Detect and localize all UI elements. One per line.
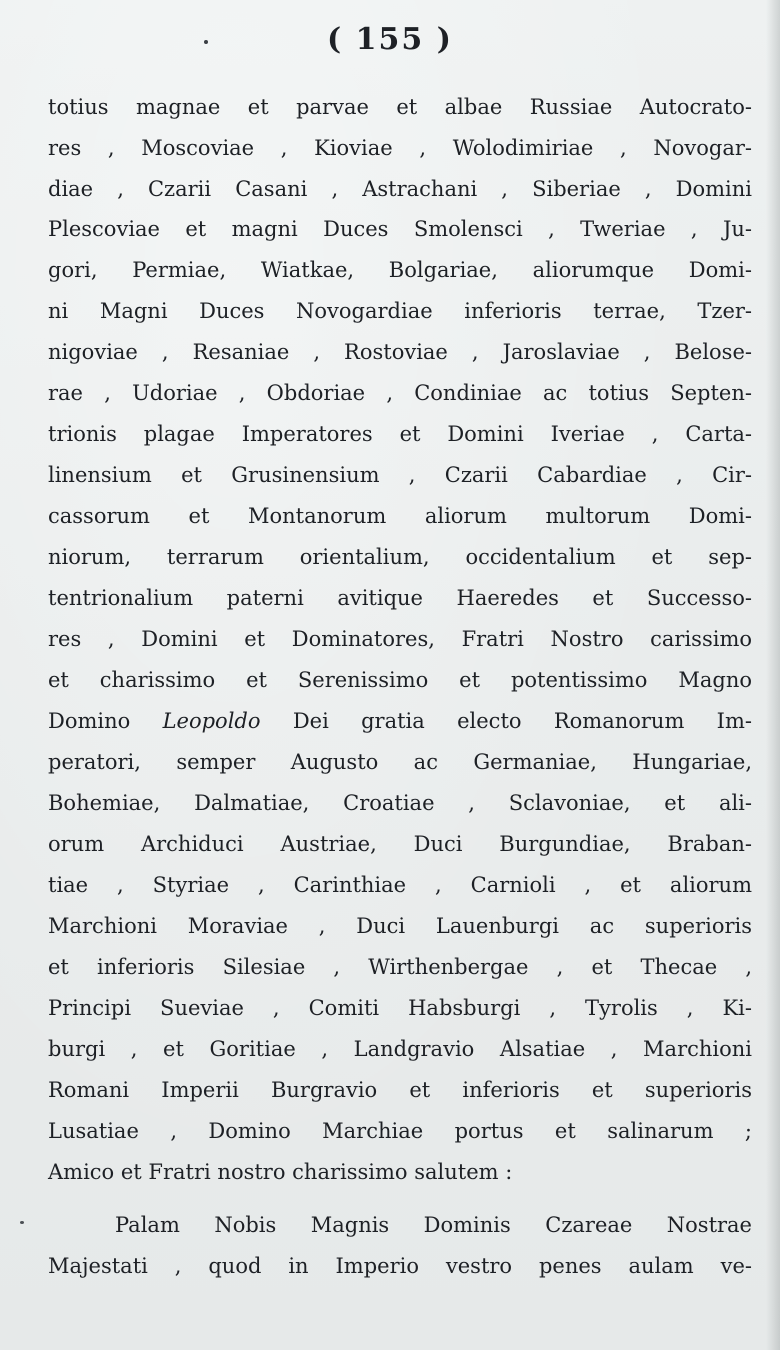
text-line: rae , Udoriae , Obdoriae , Condiniae ac totius Septen- — [48, 381, 752, 405]
page-edge-shadow — [766, 0, 780, 1350]
page-number: ( 155 ) — [327, 22, 453, 57]
text-line: totius magnae et parvae et albae Russiae Autocrato- — [48, 95, 752, 119]
paragraph-start-line: Palam Nobis Magnis Dominis Czareae Nostrae — [115, 1213, 752, 1237]
text-line: orum Archiduci Austriae, Duci Burgundiae, Braban- — [48, 832, 752, 856]
text-line: et charissimo et Serenissimo et potentissimo Magno — [48, 668, 752, 692]
text-line: et inferioris Silesiae , Wirthenbergae , et Thecae , — [48, 955, 752, 979]
text-line: Majestati , quod in Imperio vestro penes aulam ve- — [48, 1254, 752, 1278]
text-line: Plescoviae et magni Duces Smolensci , Tweriae , Ju- — [48, 217, 752, 241]
text-line: Principi Sueviae , Comiti Habsburgi , Tyrolis , Ki- — [48, 996, 752, 1020]
text-line: Romani Imperii Burgravio et inferioris et superioris — [48, 1078, 752, 1102]
text-fragment: Dei gratia electo Romanorum Im- — [260, 709, 752, 733]
text-line: trionis plagae Imperatores et Domini Iveriae , Carta- — [48, 422, 752, 446]
text-line: tiae , Styriae , Carinthiae , Carnioli , et aliorum — [48, 873, 752, 897]
text-line: niorum, terrarum orientalium, occidentalium et sep- — [48, 545, 752, 569]
text-line: res , Moscoviae , Kioviae , Wolodimiriae , Novogar- — [48, 136, 752, 160]
text-fragment: Domino — [48, 709, 163, 733]
text-line: Amico et Fratri nostro charissimo salutem : — [48, 1160, 513, 1184]
emperor-name: Leopoldo — [162, 709, 261, 733]
text-line: res , Domini et Dominatores, Fratri Nostro carissimo — [48, 627, 752, 651]
text-line-with-name — [48, 704, 752, 738]
text-line: nigoviae , Resaniae , Rostoviae , Jaroslaviae , Belose- — [48, 340, 752, 364]
text-line: tentrionalium paterni avitique Haeredes et Successo- — [48, 586, 752, 610]
text-line: ni Magni Duces Novogardiae inferioris terrae, Tzer- — [48, 299, 752, 323]
text-line: diae , Czarii Casani , Astrachani , Siberiae , Domini — [48, 177, 752, 201]
text-line: linensium et Grusinensium , Czarii Cabardiae , Cir- — [48, 463, 752, 487]
text-line: Lusatiae , Domino Marchiae portus et salinarum ; — [48, 1119, 752, 1143]
text-line: gori, Permiae, Wiatkae, Bolgariae, aliorumque Domi- — [48, 258, 752, 282]
text-line: Marchioni Moraviae , Duci Lauenburgi ac superioris — [48, 914, 752, 938]
text-line: burgi , et Goritiae , Landgravio Alsatiae , Marchioni — [48, 1037, 752, 1061]
text-line: peratori, semper Augusto ac Germaniae, Hungariae, — [48, 750, 752, 774]
text-line: cassorum et Montanorum aliorum multorum Domi- — [48, 504, 752, 528]
text-line: Bohemiae, Dalmatiae, Croatiae , Sclavoniae, et ali- — [48, 791, 752, 815]
print-speck-margin — [20, 1221, 24, 1224]
